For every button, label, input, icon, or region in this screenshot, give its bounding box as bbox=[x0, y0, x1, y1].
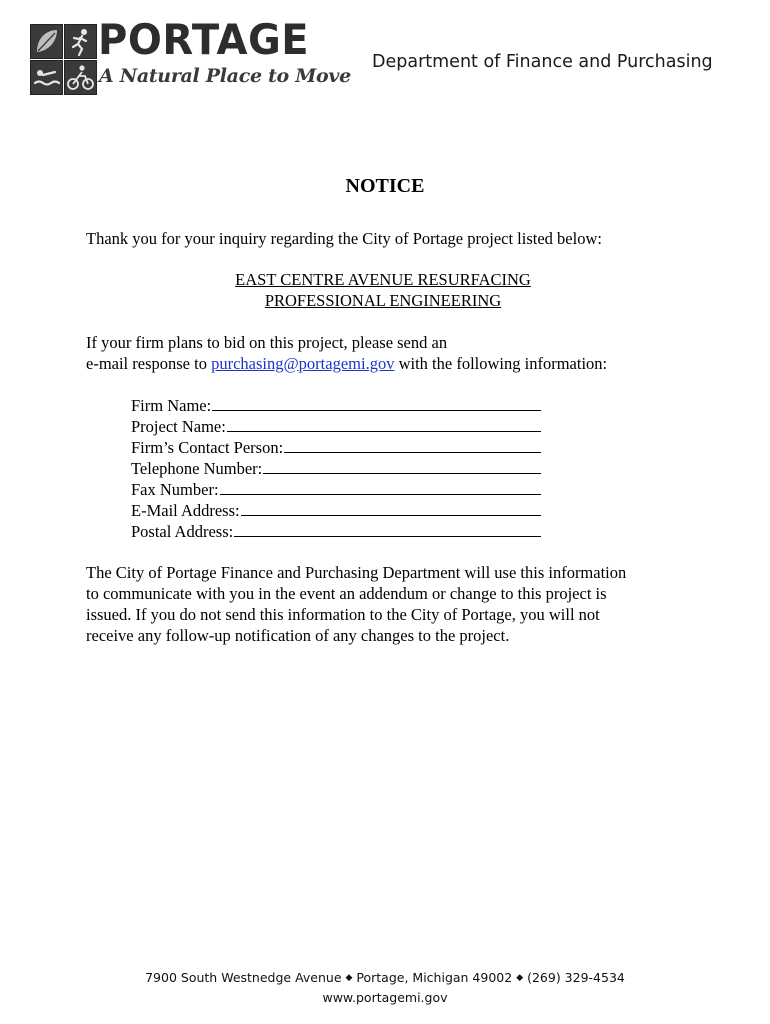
project-title-line1: EAST CENTRE AVENUE RESURFACING bbox=[235, 270, 531, 289]
project-title-line2: PROFESSIONAL ENGINEERING bbox=[264, 291, 502, 310]
request-prefix: e-mail response to bbox=[86, 354, 212, 373]
form-field-project-name bbox=[131, 416, 541, 437]
leaf-icon bbox=[30, 24, 63, 59]
purchasing-email-link[interactable]: purchasing@portagemi.gov bbox=[211, 354, 395, 373]
field-blank-line bbox=[212, 395, 541, 411]
field-label: E-Mail Address: bbox=[131, 501, 240, 520]
field-blank-line bbox=[227, 416, 541, 432]
footer-website[interactable]: www.portagemi.gov bbox=[322, 990, 448, 1005]
request-suffix: with the following information: bbox=[394, 354, 608, 373]
field-label: Fax Number: bbox=[131, 480, 219, 499]
request-text-line2 bbox=[86, 354, 607, 374]
field-label: Firm Name: bbox=[131, 396, 212, 415]
field-blank-line bbox=[263, 458, 541, 474]
footer-city: Portage, Michigan 49002 bbox=[356, 970, 513, 985]
closing-line: to communicate with you in the event an addendum or change to this project is bbox=[86, 584, 607, 603]
form-field-postal-address bbox=[131, 521, 541, 542]
intro-text: Thank you for your inquiry regarding the City of Portage project listed below: bbox=[86, 229, 602, 248]
page-footer bbox=[0, 968, 770, 1007]
footer-contact-line bbox=[0, 968, 770, 988]
form-field-telephone bbox=[131, 458, 541, 479]
field-blank-line bbox=[220, 479, 541, 495]
separator-diamond-icon: ◆ bbox=[516, 973, 524, 983]
closing-line: issued. If you do not send this information to the City of Portage, you will not bbox=[86, 605, 600, 624]
field-blank-line bbox=[284, 437, 541, 453]
field-label: Telephone Number: bbox=[131, 459, 263, 478]
closing-line: receive any follow-up notification of any changes to the project. bbox=[86, 626, 510, 645]
field-label: Postal Address: bbox=[131, 522, 234, 541]
cyclist-icon bbox=[64, 60, 97, 95]
footer-phone: (269) 329-4534 bbox=[527, 970, 625, 985]
logo-tiles bbox=[30, 24, 96, 94]
separator-diamond-icon: ◆ bbox=[345, 973, 353, 983]
request-text-line1: If your firm plans to bid on this project, please send an bbox=[86, 333, 448, 352]
field-blank-line bbox=[234, 521, 541, 537]
department-name: Department of Finance and Purchasing bbox=[372, 52, 713, 72]
field-label: Project Name: bbox=[131, 417, 226, 436]
form-field-email bbox=[131, 500, 541, 521]
runner-icon bbox=[64, 24, 97, 59]
field-blank-line bbox=[241, 500, 541, 516]
field-label: Firm’s Contact Person: bbox=[131, 438, 284, 457]
portage-logo bbox=[30, 16, 351, 96]
information-fields bbox=[131, 395, 541, 542]
form-field-fax bbox=[131, 479, 541, 500]
logo-wordmark: PORTAGE bbox=[98, 16, 310, 65]
closing-paragraph bbox=[86, 562, 686, 646]
form-field-contact-person bbox=[131, 437, 541, 458]
notice-title: NOTICE bbox=[345, 175, 425, 197]
form-field-firm-name bbox=[131, 395, 541, 416]
closing-line: The City of Portage Finance and Purchasing Department will use this information bbox=[86, 563, 627, 582]
logo-tagline: A Natural Place to Move bbox=[99, 65, 351, 87]
swimmer-icon bbox=[30, 60, 63, 95]
footer-address: 7900 South Westnedge Avenue bbox=[145, 970, 342, 985]
